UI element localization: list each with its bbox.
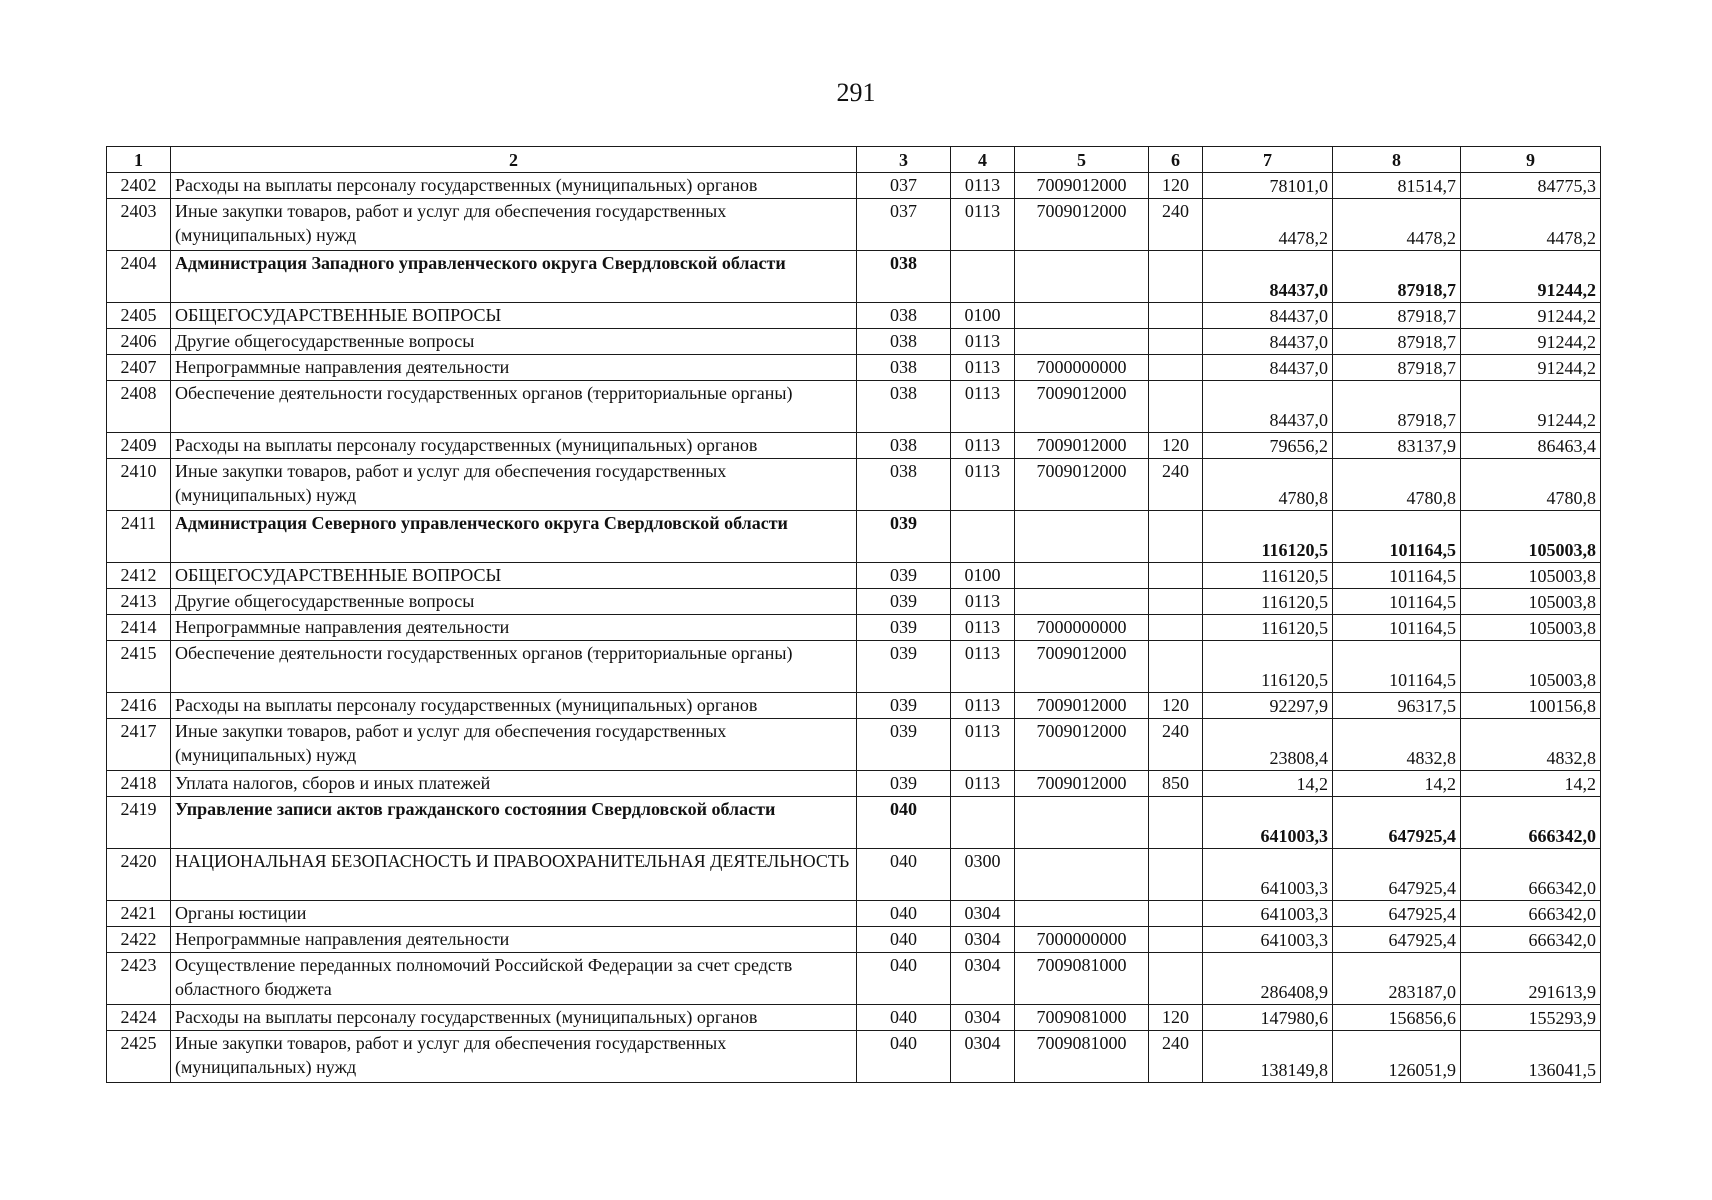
row-number: 2418 <box>107 771 171 797</box>
ministry-code: 038 <box>857 303 951 329</box>
ministry-code: 040 <box>857 797 951 849</box>
ministry-code: 039 <box>857 641 951 693</box>
section-code: 0113 <box>951 329 1015 355</box>
ministry-code: 039 <box>857 771 951 797</box>
section-code: 0113 <box>951 719 1015 771</box>
amount-col-9: 155293,9 <box>1461 1005 1601 1031</box>
table-body <box>107 173 1601 1083</box>
table-row <box>107 199 1601 251</box>
ministry-code: 040 <box>857 927 951 953</box>
ministry-code: 040 <box>857 953 951 1005</box>
section-code: 0113 <box>951 433 1015 459</box>
amount-col-9: 91244,2 <box>1461 381 1601 433</box>
amount-col-7: 641003,3 <box>1203 927 1333 953</box>
section-code <box>951 251 1015 303</box>
amount-col-9: 666342,0 <box>1461 797 1601 849</box>
column-header: 1 <box>107 147 171 173</box>
column-header: 3 <box>857 147 951 173</box>
budget-table <box>106 146 1601 1083</box>
amount-col-7: 116120,5 <box>1203 511 1333 563</box>
section-code: 0113 <box>951 693 1015 719</box>
expense-type-code <box>1149 251 1203 303</box>
row-number: 2423 <box>107 953 171 1005</box>
expense-type-code: 120 <box>1149 433 1203 459</box>
row-description: Обеспечение деятельности государственных органов (территориальные органы) <box>171 381 857 433</box>
row-number: 2412 <box>107 563 171 589</box>
amount-col-9: 105003,8 <box>1461 641 1601 693</box>
row-description: Непрограммные направления деятельности <box>171 355 857 381</box>
row-number: 2413 <box>107 589 171 615</box>
amount-col-8: 647925,4 <box>1333 797 1461 849</box>
amount-col-8: 101164,5 <box>1333 511 1461 563</box>
column-header: 9 <box>1461 147 1601 173</box>
target-article-code <box>1015 589 1149 615</box>
column-header: 2 <box>171 147 857 173</box>
row-number: 2417 <box>107 719 171 771</box>
amount-col-7: 79656,2 <box>1203 433 1333 459</box>
row-number: 2409 <box>107 433 171 459</box>
amount-col-9: 86463,4 <box>1461 433 1601 459</box>
amount-col-8: 101164,5 <box>1333 563 1461 589</box>
row-description: Расходы на выплаты персоналу государственных (муниципальных) органов <box>171 433 857 459</box>
section-code: 0113 <box>951 199 1015 251</box>
target-article-code: 7009081000 <box>1015 1005 1149 1031</box>
row-number: 2416 <box>107 693 171 719</box>
table-row <box>107 849 1601 901</box>
amount-col-9: 4780,8 <box>1461 459 1601 511</box>
table-row <box>107 1005 1601 1031</box>
target-article-code: 7009012000 <box>1015 433 1149 459</box>
target-article-code <box>1015 563 1149 589</box>
expense-type-code <box>1149 901 1203 927</box>
amount-col-9: 91244,2 <box>1461 303 1601 329</box>
column-header: 7 <box>1203 147 1333 173</box>
amount-col-9: 84775,3 <box>1461 173 1601 199</box>
row-description: ОБЩЕГОСУДАРСТВЕННЫЕ ВОПРОСЫ <box>171 563 857 589</box>
table-row <box>107 251 1601 303</box>
amount-col-7: 286408,9 <box>1203 953 1333 1005</box>
table-row <box>107 927 1601 953</box>
row-number: 2421 <box>107 901 171 927</box>
table-row <box>107 563 1601 589</box>
expense-type-code <box>1149 381 1203 433</box>
amount-col-7: 116120,5 <box>1203 589 1333 615</box>
row-number: 2411 <box>107 511 171 563</box>
amount-col-7: 4478,2 <box>1203 199 1333 251</box>
amount-col-8: 647925,4 <box>1333 927 1461 953</box>
section-code: 0100 <box>951 303 1015 329</box>
row-number: 2415 <box>107 641 171 693</box>
ministry-code: 039 <box>857 511 951 563</box>
table-row <box>107 693 1601 719</box>
ministry-code: 040 <box>857 1031 951 1083</box>
expense-type-code: 240 <box>1149 1031 1203 1083</box>
amount-col-9: 91244,2 <box>1461 251 1601 303</box>
target-article-code <box>1015 511 1149 563</box>
amount-col-9: 105003,8 <box>1461 563 1601 589</box>
page-number: 291 <box>836 78 876 107</box>
ministry-code: 037 <box>857 173 951 199</box>
row-number: 2419 <box>107 797 171 849</box>
expense-type-code <box>1149 589 1203 615</box>
row-number: 2422 <box>107 927 171 953</box>
amount-col-8: 87918,7 <box>1333 381 1461 433</box>
row-number: 2420 <box>107 849 171 901</box>
target-article-code: 7009012000 <box>1015 199 1149 251</box>
table-row <box>107 797 1601 849</box>
table-row <box>107 329 1601 355</box>
section-code: 0113 <box>951 173 1015 199</box>
amount-col-8: 647925,4 <box>1333 901 1461 927</box>
section-code: 0304 <box>951 1031 1015 1083</box>
expense-type-code <box>1149 303 1203 329</box>
amount-col-7: 84437,0 <box>1203 355 1333 381</box>
table-row <box>107 719 1601 771</box>
expense-type-code <box>1149 511 1203 563</box>
row-number: 2405 <box>107 303 171 329</box>
amount-col-8: 4478,2 <box>1333 199 1461 251</box>
target-article-code: 7009012000 <box>1015 381 1149 433</box>
ministry-code: 039 <box>857 693 951 719</box>
section-code: 0113 <box>951 615 1015 641</box>
amount-col-9: 100156,8 <box>1461 693 1601 719</box>
column-header: 4 <box>951 147 1015 173</box>
table-row <box>107 953 1601 1005</box>
amount-col-8: 14,2 <box>1333 771 1461 797</box>
row-description: Уплата налогов, сборов и иных платежей <box>171 771 857 797</box>
ministry-code: 038 <box>857 355 951 381</box>
expense-type-code: 850 <box>1149 771 1203 797</box>
ministry-code: 039 <box>857 589 951 615</box>
row-number: 2402 <box>107 173 171 199</box>
row-description: Непрограммные направления деятельности <box>171 927 857 953</box>
amount-col-7: 116120,5 <box>1203 563 1333 589</box>
table-row <box>107 1031 1601 1083</box>
row-number: 2408 <box>107 381 171 433</box>
ministry-code: 040 <box>857 1005 951 1031</box>
section-code: 0113 <box>951 641 1015 693</box>
target-article-code <box>1015 329 1149 355</box>
table-row <box>107 511 1601 563</box>
target-article-code <box>1015 849 1149 901</box>
row-number: 2414 <box>107 615 171 641</box>
expense-type-code <box>1149 641 1203 693</box>
section-code <box>951 511 1015 563</box>
amount-col-8: 96317,5 <box>1333 693 1461 719</box>
amount-col-7: 641003,3 <box>1203 901 1333 927</box>
table-row <box>107 381 1601 433</box>
section-code: 0113 <box>951 355 1015 381</box>
target-article-code: 7009081000 <box>1015 953 1149 1005</box>
amount-col-8: 101164,5 <box>1333 615 1461 641</box>
amount-col-8: 87918,7 <box>1333 251 1461 303</box>
amount-col-7: 84437,0 <box>1203 381 1333 433</box>
ministry-code: 039 <box>857 563 951 589</box>
target-article-code: 7009081000 <box>1015 1031 1149 1083</box>
amount-col-7: 138149,8 <box>1203 1031 1333 1083</box>
row-number: 2403 <box>107 199 171 251</box>
row-description: Администрация Западного управленческого округа Свердловской области <box>171 251 857 303</box>
ministry-code: 038 <box>857 251 951 303</box>
table-row <box>107 641 1601 693</box>
section-code: 0113 <box>951 771 1015 797</box>
amount-col-9: 91244,2 <box>1461 329 1601 355</box>
amount-col-8: 81514,7 <box>1333 173 1461 199</box>
row-description: Расходы на выплаты персоналу государственных (муниципальных) органов <box>171 693 857 719</box>
amount-col-9: 136041,5 <box>1461 1031 1601 1083</box>
header-row <box>107 147 1601 173</box>
row-description: ОБЩЕГОСУДАРСТВЕННЫЕ ВОПРОСЫ <box>171 303 857 329</box>
table-row <box>107 615 1601 641</box>
expense-type-code <box>1149 563 1203 589</box>
row-description: Расходы на выплаты персоналу государственных (муниципальных) органов <box>171 1005 857 1031</box>
amount-col-8: 647925,4 <box>1333 849 1461 901</box>
amount-col-8: 4780,8 <box>1333 459 1461 511</box>
row-number: 2407 <box>107 355 171 381</box>
amount-col-8: 101164,5 <box>1333 589 1461 615</box>
amount-col-8: 101164,5 <box>1333 641 1461 693</box>
ministry-code: 039 <box>857 719 951 771</box>
amount-col-8: 87918,7 <box>1333 355 1461 381</box>
amount-col-7: 641003,3 <box>1203 797 1333 849</box>
amount-col-7: 116120,5 <box>1203 615 1333 641</box>
section-code: 0300 <box>951 849 1015 901</box>
amount-col-8: 126051,9 <box>1333 1031 1461 1083</box>
table-row <box>107 433 1601 459</box>
expense-type-code: 240 <box>1149 459 1203 511</box>
ministry-code: 038 <box>857 459 951 511</box>
row-description: Другие общегосударственные вопросы <box>171 329 857 355</box>
row-description: Обеспечение деятельности государственных органов (территориальные органы) <box>171 641 857 693</box>
column-header: 6 <box>1149 147 1203 173</box>
amount-col-7: 14,2 <box>1203 771 1333 797</box>
target-article-code: 7009012000 <box>1015 641 1149 693</box>
column-header: 5 <box>1015 147 1149 173</box>
expense-type-code <box>1149 355 1203 381</box>
target-article-code <box>1015 251 1149 303</box>
expense-type-code: 240 <box>1149 199 1203 251</box>
target-article-code <box>1015 797 1149 849</box>
amount-col-9: 105003,8 <box>1461 615 1601 641</box>
column-header: 8 <box>1333 147 1461 173</box>
amount-col-9: 666342,0 <box>1461 849 1601 901</box>
row-description: Непрограммные направления деятельности <box>171 615 857 641</box>
row-number: 2404 <box>107 251 171 303</box>
row-description: Иные закупки товаров, работ и услуг для обеспечения государственных (муниципальных) нужд <box>171 459 857 511</box>
amount-col-7: 147980,6 <box>1203 1005 1333 1031</box>
amount-col-7: 78101,0 <box>1203 173 1333 199</box>
amount-col-9: 666342,0 <box>1461 927 1601 953</box>
amount-col-9: 666342,0 <box>1461 901 1601 927</box>
section-code: 0113 <box>951 589 1015 615</box>
amount-col-9: 105003,8 <box>1461 589 1601 615</box>
expense-type-code <box>1149 615 1203 641</box>
amount-col-7: 23808,4 <box>1203 719 1333 771</box>
row-number: 2410 <box>107 459 171 511</box>
row-description: Иные закупки товаров, работ и услуг для обеспечения государственных (муниципальных) нужд <box>171 719 857 771</box>
target-article-code: 7000000000 <box>1015 927 1149 953</box>
amount-col-9: 4832,8 <box>1461 719 1601 771</box>
expense-type-code: 120 <box>1149 693 1203 719</box>
row-description: Расходы на выплаты персоналу государственных (муниципальных) органов <box>171 173 857 199</box>
amount-col-7: 84437,0 <box>1203 303 1333 329</box>
target-article-code: 7000000000 <box>1015 355 1149 381</box>
expense-type-code <box>1149 329 1203 355</box>
row-description: Органы юстиции <box>171 901 857 927</box>
ministry-code: 037 <box>857 199 951 251</box>
amount-col-8: 156856,6 <box>1333 1005 1461 1031</box>
row-description: НАЦИОНАЛЬНАЯ БЕЗОПАСНОСТЬ И ПРАВООХРАНИТЕЛЬНАЯ ДЕЯТЕЛЬНОСТЬ <box>171 849 857 901</box>
ministry-code: 038 <box>857 329 951 355</box>
table-row <box>107 355 1601 381</box>
target-article-code <box>1015 303 1149 329</box>
amount-col-7: 4780,8 <box>1203 459 1333 511</box>
ministry-code: 038 <box>857 381 951 433</box>
table-row <box>107 173 1601 199</box>
amount-col-8: 83137,9 <box>1333 433 1461 459</box>
amount-col-9: 4478,2 <box>1461 199 1601 251</box>
ministry-code: 040 <box>857 901 951 927</box>
table-row <box>107 459 1601 511</box>
amount-col-7: 641003,3 <box>1203 849 1333 901</box>
section-code: 0113 <box>951 381 1015 433</box>
amount-col-8: 283187,0 <box>1333 953 1461 1005</box>
amount-col-7: 116120,5 <box>1203 641 1333 693</box>
amount-col-9: 291613,9 <box>1461 953 1601 1005</box>
section-code: 0304 <box>951 927 1015 953</box>
ministry-code: 039 <box>857 615 951 641</box>
amount-col-7: 92297,9 <box>1203 693 1333 719</box>
amount-col-9: 14,2 <box>1461 771 1601 797</box>
section-code: 0304 <box>951 901 1015 927</box>
row-description: Другие общегосударственные вопросы <box>171 589 857 615</box>
section-code: 0304 <box>951 953 1015 1005</box>
section-code: 0100 <box>951 563 1015 589</box>
ministry-code: 040 <box>857 849 951 901</box>
expense-type-code <box>1149 797 1203 849</box>
amount-col-9: 91244,2 <box>1461 355 1601 381</box>
amount-col-9: 105003,8 <box>1461 511 1601 563</box>
row-description: Администрация Северного управленческого округа Свердловской области <box>171 511 857 563</box>
expense-type-code: 120 <box>1149 173 1203 199</box>
row-description: Управление записи актов гражданского состояния Свердловской области <box>171 797 857 849</box>
expense-type-code <box>1149 953 1203 1005</box>
amount-col-8: 87918,7 <box>1333 329 1461 355</box>
row-description: Иные закупки товаров, работ и услуг для обеспечения государственных (муниципальных) нужд <box>171 1031 857 1083</box>
expense-type-code <box>1149 849 1203 901</box>
target-article-code: 7009012000 <box>1015 719 1149 771</box>
section-code: 0304 <box>951 1005 1015 1031</box>
target-article-code: 7000000000 <box>1015 615 1149 641</box>
amount-col-8: 4832,8 <box>1333 719 1461 771</box>
section-code <box>951 797 1015 849</box>
target-article-code <box>1015 901 1149 927</box>
row-description: Осуществление переданных полномочий Российской Федерации за счет средств областного бюджета <box>171 953 857 1005</box>
table-row <box>107 589 1601 615</box>
ministry-code: 038 <box>857 433 951 459</box>
target-article-code: 7009012000 <box>1015 693 1149 719</box>
expense-type-code: 120 <box>1149 1005 1203 1031</box>
table-row <box>107 901 1601 927</box>
row-number: 2425 <box>107 1031 171 1083</box>
amount-col-7: 84437,0 <box>1203 329 1333 355</box>
table-row <box>107 303 1601 329</box>
amount-col-7: 84437,0 <box>1203 251 1333 303</box>
table-row <box>107 771 1601 797</box>
target-article-code: 7009012000 <box>1015 459 1149 511</box>
target-article-code: 7009012000 <box>1015 771 1149 797</box>
target-article-code: 7009012000 <box>1015 173 1149 199</box>
row-description: Иные закупки товаров, работ и услуг для обеспечения государственных (муниципальных) нужд <box>171 199 857 251</box>
amount-col-8: 87918,7 <box>1333 303 1461 329</box>
row-number: 2424 <box>107 1005 171 1031</box>
expense-type-code: 240 <box>1149 719 1203 771</box>
section-code: 0113 <box>951 459 1015 511</box>
row-number: 2406 <box>107 329 171 355</box>
expense-type-code <box>1149 927 1203 953</box>
